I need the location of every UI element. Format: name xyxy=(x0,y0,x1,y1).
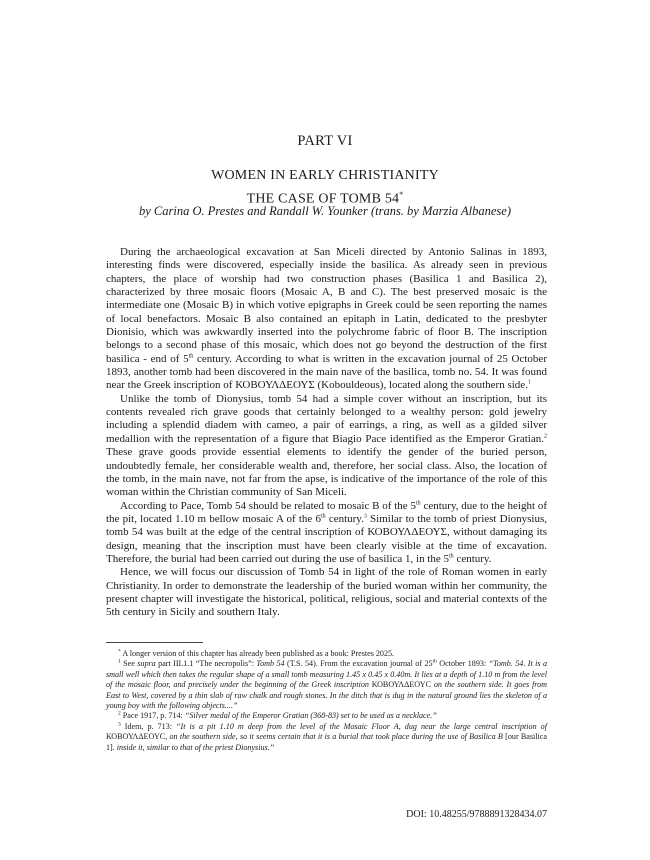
paragraph-4 xyxy=(106,566,547,619)
footnote-1-text-b: part III.1.1 “The necropolis”: xyxy=(155,659,257,669)
footnote-star xyxy=(106,649,547,659)
footnote-separator xyxy=(106,642,203,643)
chapter-title-line-2-text: THE CASE OF TOMB 54 xyxy=(246,191,400,207)
footnote-ref-2[interactable]: 2 xyxy=(544,433,547,440)
footnote-1-text-c: (T.S. 54). From the excavation journal of 25 xyxy=(284,659,433,669)
author-byline: by Carina O. Prestes and Randall W. Younker (trans. by Marzia Albanese) xyxy=(139,204,511,218)
ordinal-superscript: th xyxy=(188,353,194,360)
paragraph-3-text-b: century, due to the height of the pit, located 1.10 m bellow mosaic A of the 6 xyxy=(106,499,547,525)
footnote-1-greek: ΚΟΒΟΥΛΔΕΟΥC xyxy=(371,680,431,690)
footnotes xyxy=(106,649,547,753)
footnote-mark: 3 xyxy=(118,721,121,728)
footnote-1-tomb: Tomb 54 xyxy=(256,659,285,669)
paragraph-3-text-c: century. xyxy=(325,512,364,525)
footnote-star-text: A longer version of this chapter has already been published as a book: Prestes 2025. xyxy=(120,649,395,658)
footnote-ref-1[interactable]: 1 xyxy=(527,379,531,386)
footnote-1 xyxy=(106,659,547,711)
title-footnote-mark: * xyxy=(399,190,404,199)
paragraph-1 xyxy=(106,246,547,393)
footnote-1-quote-b: on the southern side. It goes from East to West, covered by a thin slab of raw chalk and rough stones. In the ditch that is dug in the natural ground lies the skeleton of a young boy with the following objects....” xyxy=(106,680,547,711)
paragraph-3-text-e: century. xyxy=(453,552,492,565)
footnote-3-quote-b: , on the southern side, so it seems certain that it is a burial that took place during the use of Basilica B xyxy=(165,732,506,742)
doi-identifier[interactable]: DOI: 10.48255/9788891328434.07 xyxy=(406,809,547,820)
ordinal-superscript: th xyxy=(415,499,421,506)
paragraph-3 xyxy=(106,500,547,567)
footnote-mark: * xyxy=(118,648,121,655)
footnote-3-greek: ΚΟΒΟΥΛΔΕΟΥC xyxy=(106,732,166,742)
paragraph-2-text-a: Unlike the tomb of Dionysius, tomb 54 had a simple cover without an inscription, but its contents revealed rich grave goods that certainly belonged to a wealthy person: gold jewelry including a splendid diadem with cameo, a pair of earrings, a ring, as well as a gilded silver medallion with the representation of a figure that Biagio Pace identified as the Emperor Gratian. xyxy=(106,392,547,445)
footnote-3-bracket: [our Basilica 1] xyxy=(106,732,547,752)
chapter-title xyxy=(0,166,650,209)
main-text xyxy=(106,246,547,620)
paragraph-4-text: Hence, we will focus our discussion of Tomb 54 in light of the role of Roman women in early Christianity. In order to demonstrate the leadership of the buried woman within her community, the present chapter will investigate the historical, political, religious, social and material contexts of the 5th century in Sicily and southern Italy. xyxy=(106,566,547,619)
paragraph-3-text-d: Similar to the tomb of priest Dionysius, tomb 54 was built at the edge of the central inscription of ΚΟΒΟΥΛΔΕΟΥΣ, without damaging its design, meaning that the inscription must have been clearly visible at the time of excavation. Therefore, the burial had been carried out during the use of basilica 1, in the 5 xyxy=(106,512,548,565)
paragraph-1-text-a: During the archaeological excavation at San Miceli directed by Antonio Salinas in 1893, interesting finds were discovered, especially inside the basilica. As already seen in previous chapters, the place of worship had two construction phases (Basilica 1 and Basilica 2), characterized by three mosaic floors (Mosaic A, B and C). The best preserved mosaic is the intermediate one (Mosaic B) in which votive epigraphs in Greek could be seen reporting the names of local benefactors. Mosaic B also contained an epitaph in Latin, dedicated to the presbyter Dionisio, which was awkwardly inserted into the polychrome fabric of floor B. The inscription belongs to a second phase of this mosaic, which does not go beyond the destruction of the first basilica - end of 5 xyxy=(106,246,547,365)
footnote-1-supra: supra xyxy=(137,659,156,669)
footnote-ref-3[interactable]: 3 xyxy=(363,513,367,520)
footnote-2-text: Pace 1917, p. 714: xyxy=(120,711,185,721)
chapter-title-line-1: WOMEN IN EARLY CHRISTIANITY xyxy=(211,168,439,183)
paragraph-3-text-a: According to Pace, Tomb 54 should be related to mosaic B of the 5 xyxy=(120,499,416,512)
paragraph-2-text-b: These grave goods provide essential elements to identify the gender of the buried person, undoubtedly female, her considerable wealth and, therefore, her social class. Also, the location of the tomb, in the main nave, not far from the apse, is indicative of the importance of the role of this woman within the Christian community of San Miceli. xyxy=(106,446,547,499)
footnote-3-quote-a: “It is a pit 1.10 m deep from the level of the Mosaic Floor A, dug near the large central inscription of xyxy=(176,721,547,731)
footnote-mark: 2 xyxy=(118,710,121,717)
paragraph-1-text-b: century. According to what is written in the excavation journal of 25 October 1893, another tomb had been discovered in the main nave of the basilica, tomb no. 54. It was found near the Greek inscription of ΚΟΒΟΥΛΔΕΟΥΣ (Kobouldeous), located along the southern side. xyxy=(106,352,547,392)
footnote-3-text: Idem, p. 713: xyxy=(120,721,177,731)
part-heading: PART VI xyxy=(297,133,353,149)
ordinal-superscript: th xyxy=(320,513,326,520)
footnote-3 xyxy=(106,722,547,753)
ordinal-superscript: th xyxy=(449,553,454,560)
footnote-2 xyxy=(106,711,547,721)
footnote-2-quote: “Silver medal of the Emperor Gratian (368-83) set to be used as a necklace.” xyxy=(184,711,437,721)
paragraph-2 xyxy=(106,393,547,500)
footnote-1-quote-a: “Tomb. 54. It is a small well which then takes the regular shape of a small tomb measuring 1.45 x 0.45 x 0.40m. It lies at a depth of 1.10 m from the level of the mosaic floor, and precisely under the beginning of the Greek inscription xyxy=(106,659,548,690)
ordinal-superscript: th xyxy=(432,658,437,665)
footnote-1-text-a: See xyxy=(120,659,138,669)
footnote-3-quote-c: . inside it, similar to that of the priest Dionysius.” xyxy=(112,742,275,752)
footnote-1-text-d: October 1893: xyxy=(436,659,489,669)
footnote-mark: 1 xyxy=(118,658,121,665)
